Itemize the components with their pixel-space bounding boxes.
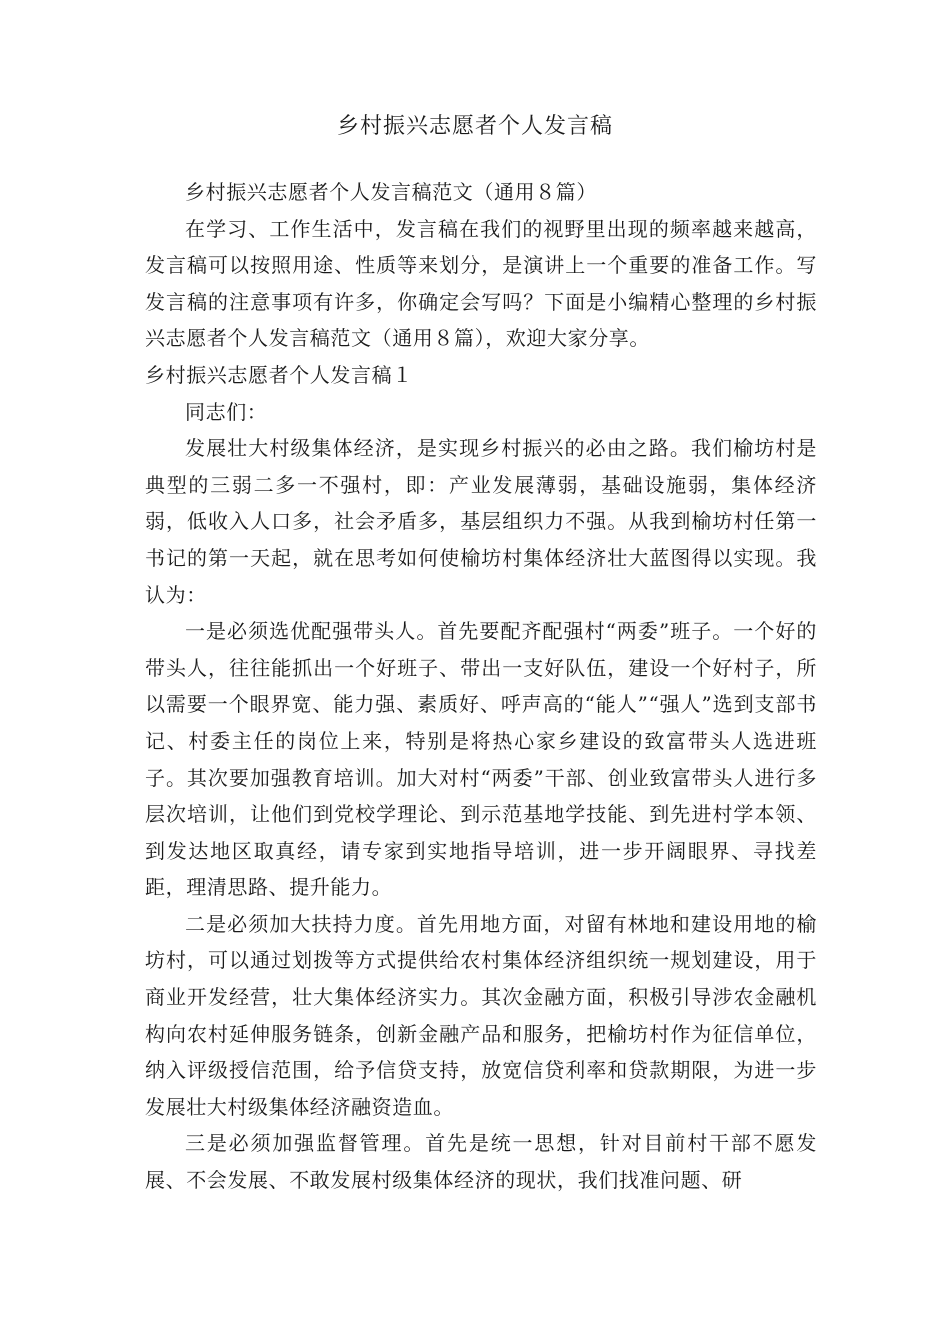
document-title: 乡村振兴志愿者个人发言稿 bbox=[336, 114, 613, 139]
intro-paragraph: 在学习、工作生活中，发言稿在我们的视野里出现的频率越来越高，发言稿可以按照用途、性质等来划分，是演讲上一个重要的准备工作。写发言稿的注意事项有许多，你确定会写吗？下面是小编精心整理的乡村振兴志愿者个人发言稿范文（通用８篇），欢迎大家分享。 bbox=[145, 216, 817, 351]
salutation: 同志们： bbox=[185, 399, 268, 424]
body-paragraph: 三是必须加强监督管理。首先是统一思想，针对目前村干部不愿发展、不会发展、不敢发展村级集体经济的现状，我们找准问题、研 bbox=[145, 1131, 817, 1193]
section-heading: 乡村振兴志愿者个人发言稿１ bbox=[145, 362, 413, 387]
body-paragraph: 发展壮大村级集体经济，是实现乡村振兴的必由之路。我们榆坊村是典型的三弱二多一不强村，即：产业发展薄弱，基础设施弱，集体经济弱，低收入人口多，社会矛盾多，基层组织力不强。从我到榆坊村任第一书记的第一天起，就在思考如何使榆坊村集体经济壮大蓝图得以实现。我认为： bbox=[145, 436, 817, 607]
body-paragraph: 二是必须加大扶持力度。首先用地方面，对留有林地和建设用地的榆坊村，可以通过划拨等方式提供给农村集体经济组织统一规划建设，用于商业开发经营，壮大集体经济实力。其次金融方面，积极引导涉农金融机构向农村延伸服务链条，创新金融产品和服务，把榆坊村作为征信单位，纳入评级授信范围，给予信贷支持，放宽信贷利率和贷款期限，为进一步发展壮大村级集体经济融资造血。 bbox=[145, 911, 817, 1119]
document-body bbox=[145, 174, 817, 1199]
body-paragraph: 一是必须选优配强带头人。首先要配齐配强村“两委”班子。一个好的带头人，往往能抓出一个好班子、带出一支好队伍，建设一个好村子，所以需要一个眼界宽、能力强、素质好、呼声高的“能人”“强人”选到支部书记、村委主任的岗位上来，特别是将热心家乡建设的致富带头人选进班子。其次要加强教育培训。加大对村“两委”干部、创业致富带头人进行多层次培训，让他们到党校学理论、到示范基地学技能、到先进村学本领、到发达地区取真经，请专家到实地指导培训，进一步开阔眼界、寻找差距，理清思路、提升能力。 bbox=[145, 619, 817, 900]
subtitle-paragraph: 乡村振兴志愿者个人发言稿范文（通用８篇） bbox=[185, 180, 597, 204]
